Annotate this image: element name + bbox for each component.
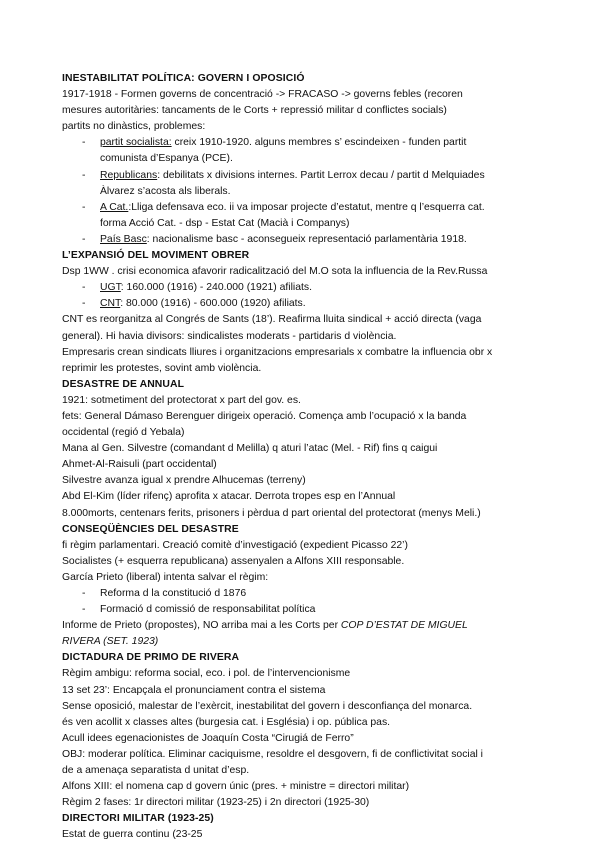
bullet-item-comissio bbox=[62, 602, 570, 618]
bullet-term: partit socialista: bbox=[100, 137, 172, 149]
informe-text: Informe de Prieto (propostes), NO arriba mai a les Corts per bbox=[62, 620, 341, 632]
bullet-dash: - bbox=[82, 137, 86, 149]
bullet-dash: - bbox=[82, 282, 86, 294]
paragraph-line: RIVERA (SET. 1923) bbox=[62, 636, 159, 648]
paragraph-line: Socialistes (+ esquerra republicana) assenyalen a Alfons XIII responsable. bbox=[62, 555, 405, 567]
paragraph-line: Dsp 1WW . crisi economica afavorir radicalització del M.O sota la influencia de la Rev.Russa bbox=[62, 266, 488, 278]
paragraph-line: Abd El-Kim (líder rifenç) aprofita x atacar. Derrota tropes esp en l’Annual bbox=[62, 491, 396, 503]
bullet-text: Reforma d la constitució d 1876 bbox=[100, 588, 247, 599]
section-title-moviment-obrer: L’EXPANSIÓ DEL MOVIMENT OBRER bbox=[62, 250, 250, 262]
paragraph-line: García Prieto (liberal) intenta salvar el règim: bbox=[62, 571, 269, 583]
bullet-item-reforma bbox=[62, 586, 570, 602]
bullet-dash: - bbox=[82, 604, 86, 616]
bullet-term: UGT bbox=[100, 282, 121, 294]
cop-destat-text: COP D’ESTAT DE MIGUEL bbox=[340, 620, 468, 632]
paragraph-line: Silvestre avanza igual x prendre Alhucemas (terreny) bbox=[62, 475, 306, 487]
bullet-term: A Cat. bbox=[100, 201, 129, 213]
section-title-annual: DESASTRE DE ANNUAL bbox=[62, 378, 185, 390]
paragraph-line: CNT es reorganitza al Congrés de Sants (18’). Reafirma lluita sindical + acció directa (vaga bbox=[62, 314, 482, 326]
paragraph-line: Règim ambigu: reforma social, eco. i pol. de l’intervencionisme bbox=[62, 668, 351, 680]
bullet-dash: - bbox=[82, 169, 86, 181]
bullet-text: : 160.000 (1916) - 240.000 (1921) afiliats. bbox=[120, 282, 312, 294]
bullet-dash: - bbox=[82, 298, 86, 310]
paragraph-line: partits no dinàstics, problemes: bbox=[62, 121, 206, 133]
bullet-item-pais-basc bbox=[62, 232, 570, 248]
paragraph-line: 8.000morts, centenars ferits, prisoners i pèrdua d part oriental del protectorat (menys Meli.) bbox=[62, 507, 481, 519]
bullet-dash: - bbox=[82, 588, 86, 599]
bullet-item-ugt bbox=[62, 280, 570, 296]
paragraph-line: 13 set 23’: Encapçala el pronunciament contra el sistema bbox=[62, 684, 326, 696]
paragraph-line: general). Hi havia divisors: sindicalistes moderats - partidaris d violència. bbox=[62, 330, 397, 342]
bullet-item-a-cat bbox=[62, 200, 570, 216]
paragraph-line: 1917-1918 - Formen governs de concentració -> FRACASO -> governs febles (recoren bbox=[62, 89, 463, 101]
paragraph-line: és ven acollit x classes altes (burgesia cat. i Església) i op. pública pas. bbox=[62, 716, 391, 728]
paragraph-line: Acull idees egenacionistes de Joaquín Costa “Cirugiá de Ferro” bbox=[62, 732, 354, 744]
paragraph-line: 1921: sotmetiment del protectorat x part del gov. es. bbox=[62, 394, 301, 406]
section-title-consequencies: CONSEQÜÈNCIES DEL DESASTRE bbox=[62, 523, 239, 535]
paragraph-line: Empresaris crean sindicats lliures i organitzacions empresarials x combatre la influencia obr x bbox=[62, 346, 493, 358]
bullet-continuation: forma Acció Cat. - dsp - Estat Cat (Macià i Companys) bbox=[100, 217, 350, 229]
bullet-continuation: comunista d’Espanya (PCE). bbox=[100, 153, 233, 165]
paragraph-line bbox=[62, 618, 570, 634]
bullet-item-cnt bbox=[62, 296, 570, 312]
paragraph-line: reprimir les protestes, sovint amb violència. bbox=[62, 362, 262, 374]
bullet-item-partit-socialista bbox=[62, 135, 570, 151]
paragraph-line: mesures autoritàries: tancaments de le Corts + repressió militar d conflictes socials) bbox=[62, 105, 447, 117]
paragraph-line: OBJ: moderar política. Eliminar caciquisme, resoldre el desgovern, fi de conflictivitat social i bbox=[62, 748, 483, 760]
bullet-text: : nacionalisme basc - aconsegueix representació parlamentària 1918. bbox=[146, 233, 467, 245]
bullet-text: Formació d comissió de responsabilitat política bbox=[100, 604, 316, 616]
bullet-term: País Basc bbox=[100, 233, 147, 245]
section-title-dictadura: DICTADURA DE PRIMO DE RIVERA bbox=[62, 652, 240, 664]
bullet-item-republicans bbox=[62, 168, 570, 184]
paragraph-line: Mana al Gen. Silvestre (comandant d Melilla) q aturi l’atac (Mel. - Rif) fins q caigui bbox=[62, 443, 438, 455]
section-title-directori-militar: DIRECTORI MILITAR (1923-25) bbox=[62, 813, 214, 825]
paragraph-line: Estat de guerra continu (23-25 bbox=[62, 829, 203, 841]
bullet-dash: - bbox=[82, 233, 86, 245]
bullet-text: : debilitats x divisions internes. Partit Lerrox decau / partit d Melquiades bbox=[157, 169, 485, 181]
paragraph-line: Alfons XIII: el nomena cap d govern únic (pres. + ministre = directori militar) bbox=[62, 781, 410, 793]
paragraph-line: de a amenaça separatista d unitat d’esp. bbox=[62, 765, 250, 777]
bullet-text: : 80.000 (1916) - 600.000 (1920) afiliats. bbox=[120, 298, 306, 310]
bullet-term: Republicans bbox=[100, 169, 158, 181]
paragraph-line: fets: General Dámaso Berenguer dirigeix operació. Comença amb l’ocupació x la banda bbox=[62, 410, 467, 422]
bullet-continuation: Àlvarez s’acosta als liberals. bbox=[100, 185, 231, 197]
paragraph-line: fi règim parlamentari. Creació comitè d’investigació (expedient Picasso 22’) bbox=[62, 539, 408, 551]
paragraph-line: Sense oposició, malestar de l’exèrcit, inestabilitat del govern i desconfiança del monarca. bbox=[62, 700, 473, 712]
paragraph-line: Ahmet-Al-Raisuli (part occidental) bbox=[62, 459, 217, 471]
bullet-term: CNT bbox=[100, 298, 121, 310]
paragraph-line: Règim 2 fases: 1r directori militar (1923-25) i 2n directori (1925-30) bbox=[62, 797, 370, 809]
bullet-text: :Lliga defensava eco. ii va imposar projecte d’estatut, mentre q l’esquerra cat. bbox=[128, 201, 485, 213]
section-title-inestabilitat: INESTABILITAT POLÍTICA: GOVERN I OPOSICIÓ bbox=[62, 73, 305, 84]
bullet-text: creix 1910-1920. alguns membres s’ escindeixen - funden partit bbox=[171, 137, 467, 149]
paragraph-line: occidental (regió d Yebala) bbox=[62, 427, 185, 439]
bullet-dash: - bbox=[82, 201, 86, 213]
